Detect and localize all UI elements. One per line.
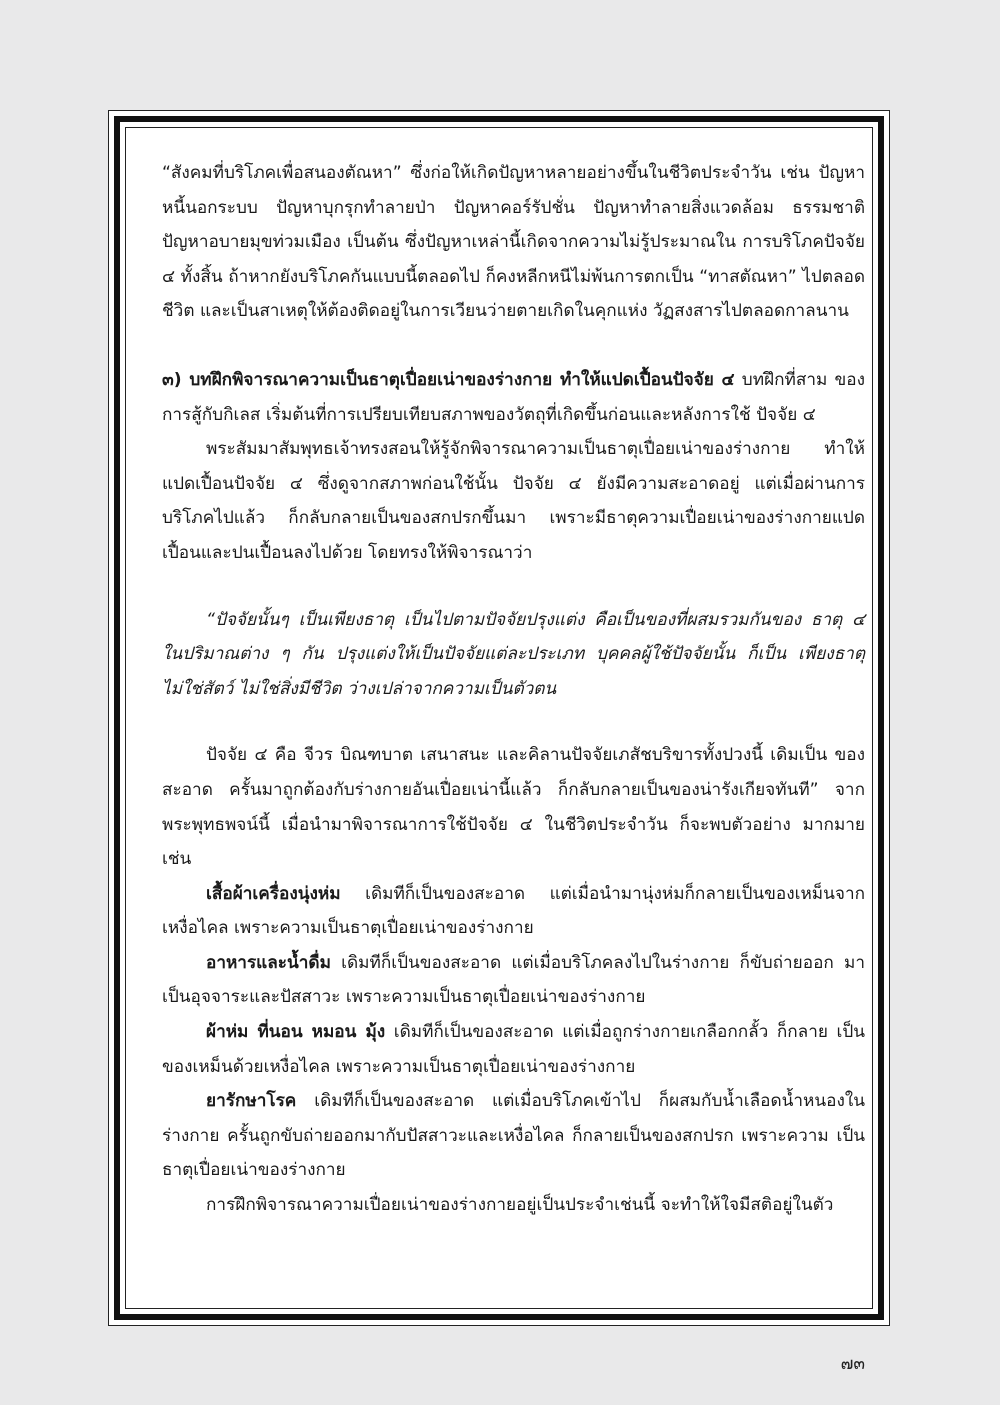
item-food-body: เดิมทีก็เป็นของสะอาด แต่เมื่อบริโภคลงไปในร่างกาย ก็ขับถ่ายออก มาเป็นอุจจาระและปัสสาวะ เพราะความเป็นธาตุเปื่อยเน่าของร่างกาย bbox=[162, 952, 865, 1008]
item-clothing-title: เสื้อผ้าเครื่องนุ่งห่ม bbox=[206, 883, 341, 904]
item-food-title: อาหารและน้ำดื่ม bbox=[206, 952, 331, 973]
item-clothing-body: เดิมทีก็เป็นของสะอาด แต่เมื่อนำมานุ่งห่มก็กลายเป็นของเหม็นจาก เหงื่อไคล เพราะความเป็นธาตุเปื่อยเน่าของร่างกาย bbox=[162, 883, 865, 939]
paragraph-consumer-society: “สังคมที่บริโภคเพื่อสนองตัณหา” ซึ่งก่อให้เกิดปัญหาหลายอย่างขึ้นในชีวิตประจำวัน เช่น ปัญหาหนี้นอกระบบ ปัญหาบุกรุกทำลายป่า ปัญหาคอร์รัปชั่น ปัญหาทำลายสิ่งแวดล้อม ธรรมชาติ ปัญหาอบายมุขท่วมเมือง เป็นต้น ซึ่งปัญหาเหล่านี้เกิดจากความไม่รู้ประมาณใน การบริโภคปัจจัย ๔ ทั้งสิ้น ถ้าหากยังบริโภคกันแบบนี้ตลอดไป ก็คงหลีกหนีไม่พ้นการตกเป็น “ทาสตัณหา” ไปตลอดชีวิต และเป็นสาเหตุให้ต้องติดอยู่ในการเวียนว่ายตายเกิดในคุกแห่ง วัฏสงสารไปตลอดกาลนาน bbox=[162, 163, 865, 322]
paragraph-four-requisites: ปัจจัย ๔ คือ จีวร บิณฑบาต เสนาสนะ และคิลานปัจจัยเภสัชบริขารทั้งปวงนี้ เดิมเป็น ของสะอาด ครั้นมาถูกต้องกับร่างกายอันเปื่อยเน่านี้แล้ว ก็กลับกลายเป็นของน่ารังเกียจทันที” จากพระพุทธพจน์นี้ เมื่อนำมาพิจารณาการใช้ปัจจัย ๔ ในชีวิตประจำวัน ก็จะพบตัวอย่าง มากมาย เช่น bbox=[162, 745, 865, 870]
section-3-intro: บทฝึกที่สาม ของการสู้กับกิเลส เริ่มต้นที่การเปรียบเทียบสภาพของวัตถุที่เกิดขึ้นก่อนและหลังการใช้ ปัจจัย ๔ bbox=[162, 369, 865, 425]
item-medicine-body: เดิมทีก็เป็นของสะอาด แต่เมื่อบริโภคเข้าไป ก็ผสมกับน้ำเลือดน้ำหนองใน ร่างกาย ครั้นถูกขับถ่ายออกมากับปัสสาวะและเหงื่อไคล ก็กลายเป็นของสกปรก เพราะความ เป็นธาตุเปื่อยเน่าของร่างกาย bbox=[162, 1091, 865, 1181]
item-bedding-body: เดิมทีก็เป็นของสะอาด แต่เมื่อถูกร่างกายเกลือกกลั้ว ก็กลาย เป็นของเหม็นด้วยเหงื่อไคล เพราะความเป็นธาตุเปื่อยเน่าของร่างกาย bbox=[162, 1022, 866, 1077]
list-item-bedding bbox=[162, 1015, 865, 1084]
list-item-clothing bbox=[162, 877, 865, 946]
quote-buddha-words: “ปัจจัยนั้นๆ เป็นเพียงธาตุ เป็นไปตามปัจจัยปรุงแต่ง คือเป็นของที่ผสมรวมกันของ ธาตุ ๔ ในปริมาณต่าง ๆ กัน ปรุงแต่งให้เป็นปัจจัยแต่ละประเภท บุคคลผู้ใช้ปัจจัยนั้น ก็เป็น เพียงธาตุ ไม่ใช่สัตว์ ไม่ใช่สิ่งมีชีวิต ว่างเปล่าจากความเป็นตัวตน bbox=[162, 609, 865, 699]
page-number: ๗๓ bbox=[840, 1354, 865, 1374]
paragraph-buddha-teaching: พระสัมมาสัมพุทธเจ้าทรงสอนให้รู้จักพิจารณาความเป็นธาตุเปื่อยเน่าของร่างกาย ทำให้ แปดเปื้อนปัจจัย ๔ ซึ่งดูจากสภาพก่อนใช้นั้น ปัจจัย ๔ ยังมีความสะอาดอยู่ แต่เมื่อผ่านการ บริโภคไปแล้ว ก็กลับกลายเป็นของสกปรกขึ้นมา เพราะมีธาตุความเปื่อยเน่าของร่างกายแปด เปื้อนและปนเปื้อนลงไปด้วย โดยทรงให้พิจารณาว่า bbox=[162, 439, 865, 563]
section-3-paragraph bbox=[162, 363, 865, 432]
section-3-heading: ๓) บทฝึกพิจารณาความเป็นธาตุเปื่อยเน่าของร่างกาย ทำให้แปดเปื้อนปัจจัย ๔ bbox=[162, 369, 735, 390]
paragraph-closing: การฝึกพิจารณาความเปื่อยเน่าของร่างกายอยู่เป็นประจำเช่นนี้ จะทำให้ใจมีสติอยู่ในตัว bbox=[206, 1195, 834, 1216]
item-bedding-title: ผ้าห่ม ที่นอน หมอน มุ้ง bbox=[206, 1022, 386, 1043]
item-medicine-title: ยารักษาโรค bbox=[206, 1091, 297, 1112]
list-item-food bbox=[162, 946, 865, 1015]
list-item-medicine bbox=[162, 1084, 865, 1188]
page-body bbox=[162, 156, 865, 1223]
